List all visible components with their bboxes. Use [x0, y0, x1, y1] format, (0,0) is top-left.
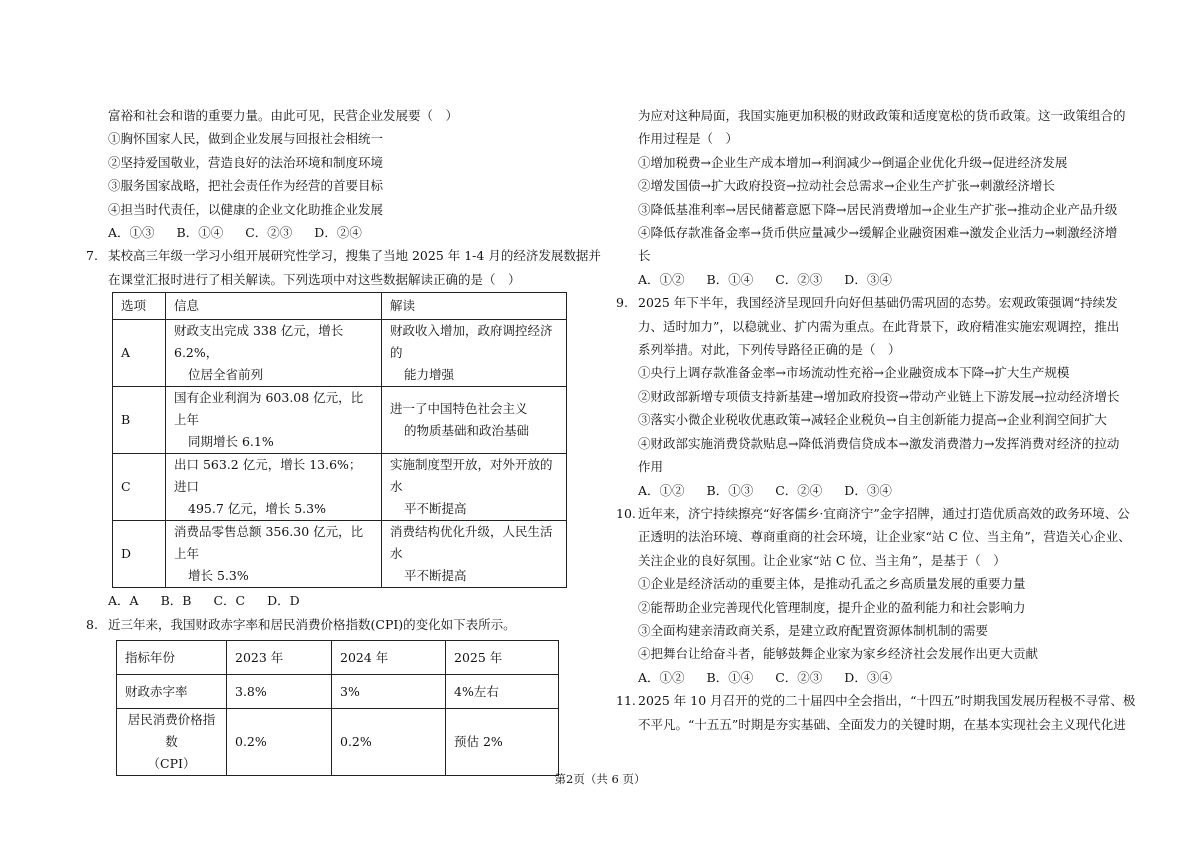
q8-row-cpi-label-line1: 居民消费价格指数 — [127, 712, 216, 750]
q9-answer-c: C．②④ — [775, 482, 823, 498]
q8-header-2023: 2023 年 — [227, 641, 332, 675]
q8-row-cpi-label — [117, 709, 227, 776]
q8-answer-c: C．②③ — [775, 271, 823, 287]
q10-option-2: ②能帮助企业完善现代化管理制度，提升企业的盈利能力和社会影响力 — [638, 599, 1026, 615]
q9-option-4-continued: 作用 — [638, 459, 664, 475]
q7-row-c-reading — [382, 454, 567, 521]
q8-stem: 近三年来，我国财政赤字率和居民消费价格指数(CPI)的变化如下表所示。 — [108, 616, 516, 632]
q6-option-3: ③服务国家战略，把社会责任作为经营的首要目标 — [108, 178, 384, 194]
q8-row-cpi-label-line2: （CPI） — [147, 756, 196, 772]
q10-answer-b: B．①④ — [706, 669, 754, 685]
q7-row-d-option: D — [113, 521, 166, 588]
q8-row-deficit-2025: 4%左右 — [446, 675, 559, 709]
q7-answer-c: C．C — [213, 593, 246, 609]
q7-row-b-option: B — [113, 387, 166, 454]
right-column — [616, 104, 1136, 736]
q10-stem-line-2: 正透明的法治环境、尊商重商的社会环境，让企业家“站 C 位、当主角”，营造关心企业、 — [638, 529, 1131, 545]
q7-row-b-info-line2: 同期增长 6.1% — [188, 434, 274, 450]
q7-row-d-info — [166, 521, 382, 588]
q9-stem-line-1: 2025 年下半年，我国经济呈现回升向好但基础仍需巩固的态势。宏观政策强调“持续发 — [638, 295, 1118, 311]
q6-answer-choices — [86, 221, 586, 244]
q10-answer-choices — [616, 666, 1126, 689]
q8-option-3: ③降低基准利率→居民储蓄意愿下降→居民消费增加→企业生产扩张→推动企业产品升级 — [638, 201, 1118, 217]
q7-header-reading: 解读 — [382, 293, 567, 320]
q7-header-info: 信息 — [166, 293, 382, 320]
q8-number: 8. — [86, 616, 98, 632]
q9-answer-a: A．①② — [638, 482, 685, 498]
q10-stem-line-3: 关注企业的良好氛围。让企业家“站 C 位、当主角”，是基于（ ） — [638, 552, 1006, 568]
q7-row-a-reading — [382, 320, 567, 387]
table-row — [113, 521, 567, 588]
q8-answer-choices — [616, 268, 1126, 291]
q10-answer-d: D．③④ — [844, 669, 892, 685]
q7-row-b-reading-line2: 的物质基础和政治基础 — [404, 423, 530, 439]
page-footer: 第2页（共 6 页） — [554, 772, 646, 786]
q8-row-cpi-2024: 0.2% — [332, 709, 446, 776]
q7-row-d-info-line2: 增长 5.3% — [188, 568, 249, 584]
q9-answer-d: D．③④ — [844, 482, 892, 498]
q6-option-2: ②坚持爱国敬业，营造良好的法治环境和制度环境 — [108, 154, 384, 170]
q7-row-a-info — [166, 320, 382, 387]
q8-option-1: ①增加税费→企业生产成本增加→利润减少→倒逼企业优化升级→促进经济发展 — [638, 154, 1068, 170]
q8-answer-a: A．①② — [638, 271, 685, 287]
q9-answer-choices — [616, 479, 1126, 502]
q7-row-b-reading — [382, 387, 567, 454]
q6-answer-b: B．①④ — [176, 225, 224, 241]
q7-row-b-info — [166, 387, 382, 454]
q7-row-c-reading-line2: 平不断提高 — [404, 501, 467, 517]
q7-data-table — [112, 292, 567, 588]
table-row — [113, 320, 567, 387]
q6-stem-tail: 富裕和社会和谐的重要力量。由此可见，民营企业发展要（ ） — [108, 108, 459, 123]
q11-stem-line-2: 不平凡。“十五五”时期是夯实基础、全面发力的关键时期，在基本实现社会主义现代化进 — [638, 716, 1126, 732]
q9-number: 9. — [616, 295, 628, 311]
q7-row-a-reading-line2: 能力增强 — [404, 367, 455, 383]
q10-number: 10. — [616, 505, 636, 521]
table-row — [113, 387, 567, 454]
q8-row-deficit-2023: 3.8% — [227, 675, 332, 709]
q7-row-a-info-line2: 位居全省前列 — [188, 367, 264, 383]
left-column — [86, 104, 601, 776]
q7-answer-b: B．B — [160, 593, 192, 609]
q10-stem-line-1: 近年来，济宁持续擦亮“好客儒乡·宜商济宁”金字招牌，通过打造优质高效的政务环境、公 — [638, 505, 1130, 521]
q8-row-cpi-2025: 预估 2% — [446, 709, 559, 776]
q9-answer-b: B．①③ — [706, 482, 754, 498]
question-10 — [616, 502, 1131, 572]
q7-row-b-info-line1: 国有企业利润为 603.08 亿元，比上年 — [174, 390, 364, 428]
q9-option-2: ②财政部新增专项债支持新基建→增加政府投资→带动产业链上下游发展→拉动经济增长 — [638, 388, 1120, 404]
question-11 — [616, 689, 1136, 736]
table-row — [117, 709, 559, 776]
q7-answer-d: D．D — [267, 593, 300, 609]
q8-header-2025: 2025 年 — [446, 641, 559, 675]
q8-stem-tail-line-1: 为应对这种局面，我国实施更加积极的财政政策和适度宽松的货币政策。这一政策组合的 — [638, 108, 1126, 123]
q10-option-4: ④把舞台让给奋斗者，能够鼓舞企业家为家乡经济社会发展作出更大贡献 — [638, 646, 1039, 662]
q8-answer-d: D．③④ — [844, 271, 892, 287]
q7-row-b-reading-line1: 进一了中国特色社会主义 — [390, 401, 528, 417]
q7-row-d-info-line1: 消费品零售总额 356.30 亿元，比上年 — [174, 524, 364, 562]
question-8 — [86, 613, 586, 636]
q8-header-indicator-year: 指标年份 — [117, 641, 227, 675]
q8-row-cpi-2023: 0.2% — [227, 709, 332, 776]
q7-stem-line-1: 某校高三年级一学习小组开展研究性学习，搜集了当地 2025 年 1-4 月的经济发展数据并 — [108, 248, 601, 264]
q8-header-2024: 2024 年 — [332, 641, 446, 675]
q6-answer-c: C．②③ — [245, 225, 293, 241]
q10-option-1: ①企业是经济活动的重要主体，是推动孔孟之乡高质量发展的重要力量 — [638, 576, 1026, 592]
q8-option-4-continued: 长 — [638, 248, 651, 264]
q9-option-1: ①央行上调存款准备金率→市场流动性充裕→企业融资成本下降→扩大生产规模 — [638, 365, 1070, 381]
q6-answer-d: D．②④ — [314, 225, 362, 241]
q6-option-4: ④担当时代责任，以健康的企业文化助推企业发展 — [108, 201, 384, 217]
q7-row-c-info-line2: 495.7 亿元，增长 5.3% — [188, 501, 326, 517]
q7-row-c-info — [166, 454, 382, 521]
q7-row-a-info-line1: 财政支出完成 338 亿元，增长 6.2%， — [174, 323, 344, 361]
q8-option-4: ④降低存款准备金率→货币供应量减少→缓解企业融资困难→激发企业活力→刺激经济增 — [638, 225, 1118, 241]
q8-row-deficit-2024: 3% — [332, 675, 446, 709]
q6-option-1: ①胸怀国家人民，做到企业发展与回报社会相统一 — [108, 131, 384, 147]
q9-option-3: ③落实小微企业税收优惠政策→减轻企业税负→自主创新能力提高→企业利润空间扩大 — [638, 412, 1107, 428]
q7-row-c-info-line1: 出口 563.2 亿元，增长 13.6%；进口 — [174, 457, 362, 495]
question-9 — [616, 291, 1126, 361]
q8-answer-b: B．①④ — [706, 271, 754, 287]
q7-header-option: 选项 — [113, 293, 166, 320]
q7-table-header — [113, 293, 567, 320]
table-row — [113, 454, 567, 521]
q9-option-4: ④财政部实施消费贷款贴息→降低消费信贷成本→激发消费潜力→发挥消费对经济的拉动 — [638, 435, 1120, 451]
q7-answer-a: A．A — [108, 593, 139, 609]
q10-answer-c: C．②③ — [775, 669, 823, 685]
q8-data-table — [116, 640, 559, 776]
q8-option-2: ②增发国债→扩大政府投资→拉动社会总需求→企业生产扩张→刺激经济增长 — [638, 178, 1055, 194]
question-7 — [86, 244, 601, 291]
table-row — [117, 675, 559, 709]
q7-answer-choices — [86, 589, 586, 612]
q11-stem-line-1: 2025 年 10 月召开的党的二十届四中全会指出，“十四五”时期我国发展历程极不寻常、极 — [638, 693, 1136, 709]
q8-stem-tail-line-2: 作用过程是（ ） — [638, 131, 739, 147]
q7-row-c-option: C — [113, 454, 166, 521]
q11-number: 11. — [616, 693, 636, 709]
q8-table-header — [117, 641, 559, 675]
q9-stem-line-3: 系列举措。对此，下列传导路径正确的是（ ） — [638, 342, 901, 358]
q6-answer-a: A．①③ — [108, 225, 155, 241]
q7-row-d-reading-line2: 平不断提高 — [404, 568, 467, 584]
q7-row-c-reading-line1: 实施制度型开放，对外开放的水 — [390, 457, 553, 495]
q7-stem-line-2: 在课堂汇报时进行了相关解读。下列选项中对这些数据解读正确的是（ ） — [108, 271, 521, 287]
q7-row-d-reading — [382, 521, 567, 588]
q10-option-3: ③全面构建亲清政商关系，是建立政府配置资源体制机制的需要 — [638, 622, 989, 638]
q7-row-d-reading-line1: 消费结构优化升级，人民生活水 — [390, 524, 553, 562]
q7-row-a-reading-line1: 财政收入增加，政府调控经济的 — [390, 323, 553, 361]
q7-row-a-option: A — [113, 320, 166, 387]
q8-row-deficit-label: 财政赤字率 — [117, 675, 227, 709]
q7-number: 7. — [86, 248, 98, 264]
q9-stem-line-2: 力、适时加力”，以稳就业、扩内需为重点。在此背景下，政府精准实施宏观调控，推出 — [638, 318, 1120, 334]
q10-answer-a: A．①② — [638, 669, 685, 685]
